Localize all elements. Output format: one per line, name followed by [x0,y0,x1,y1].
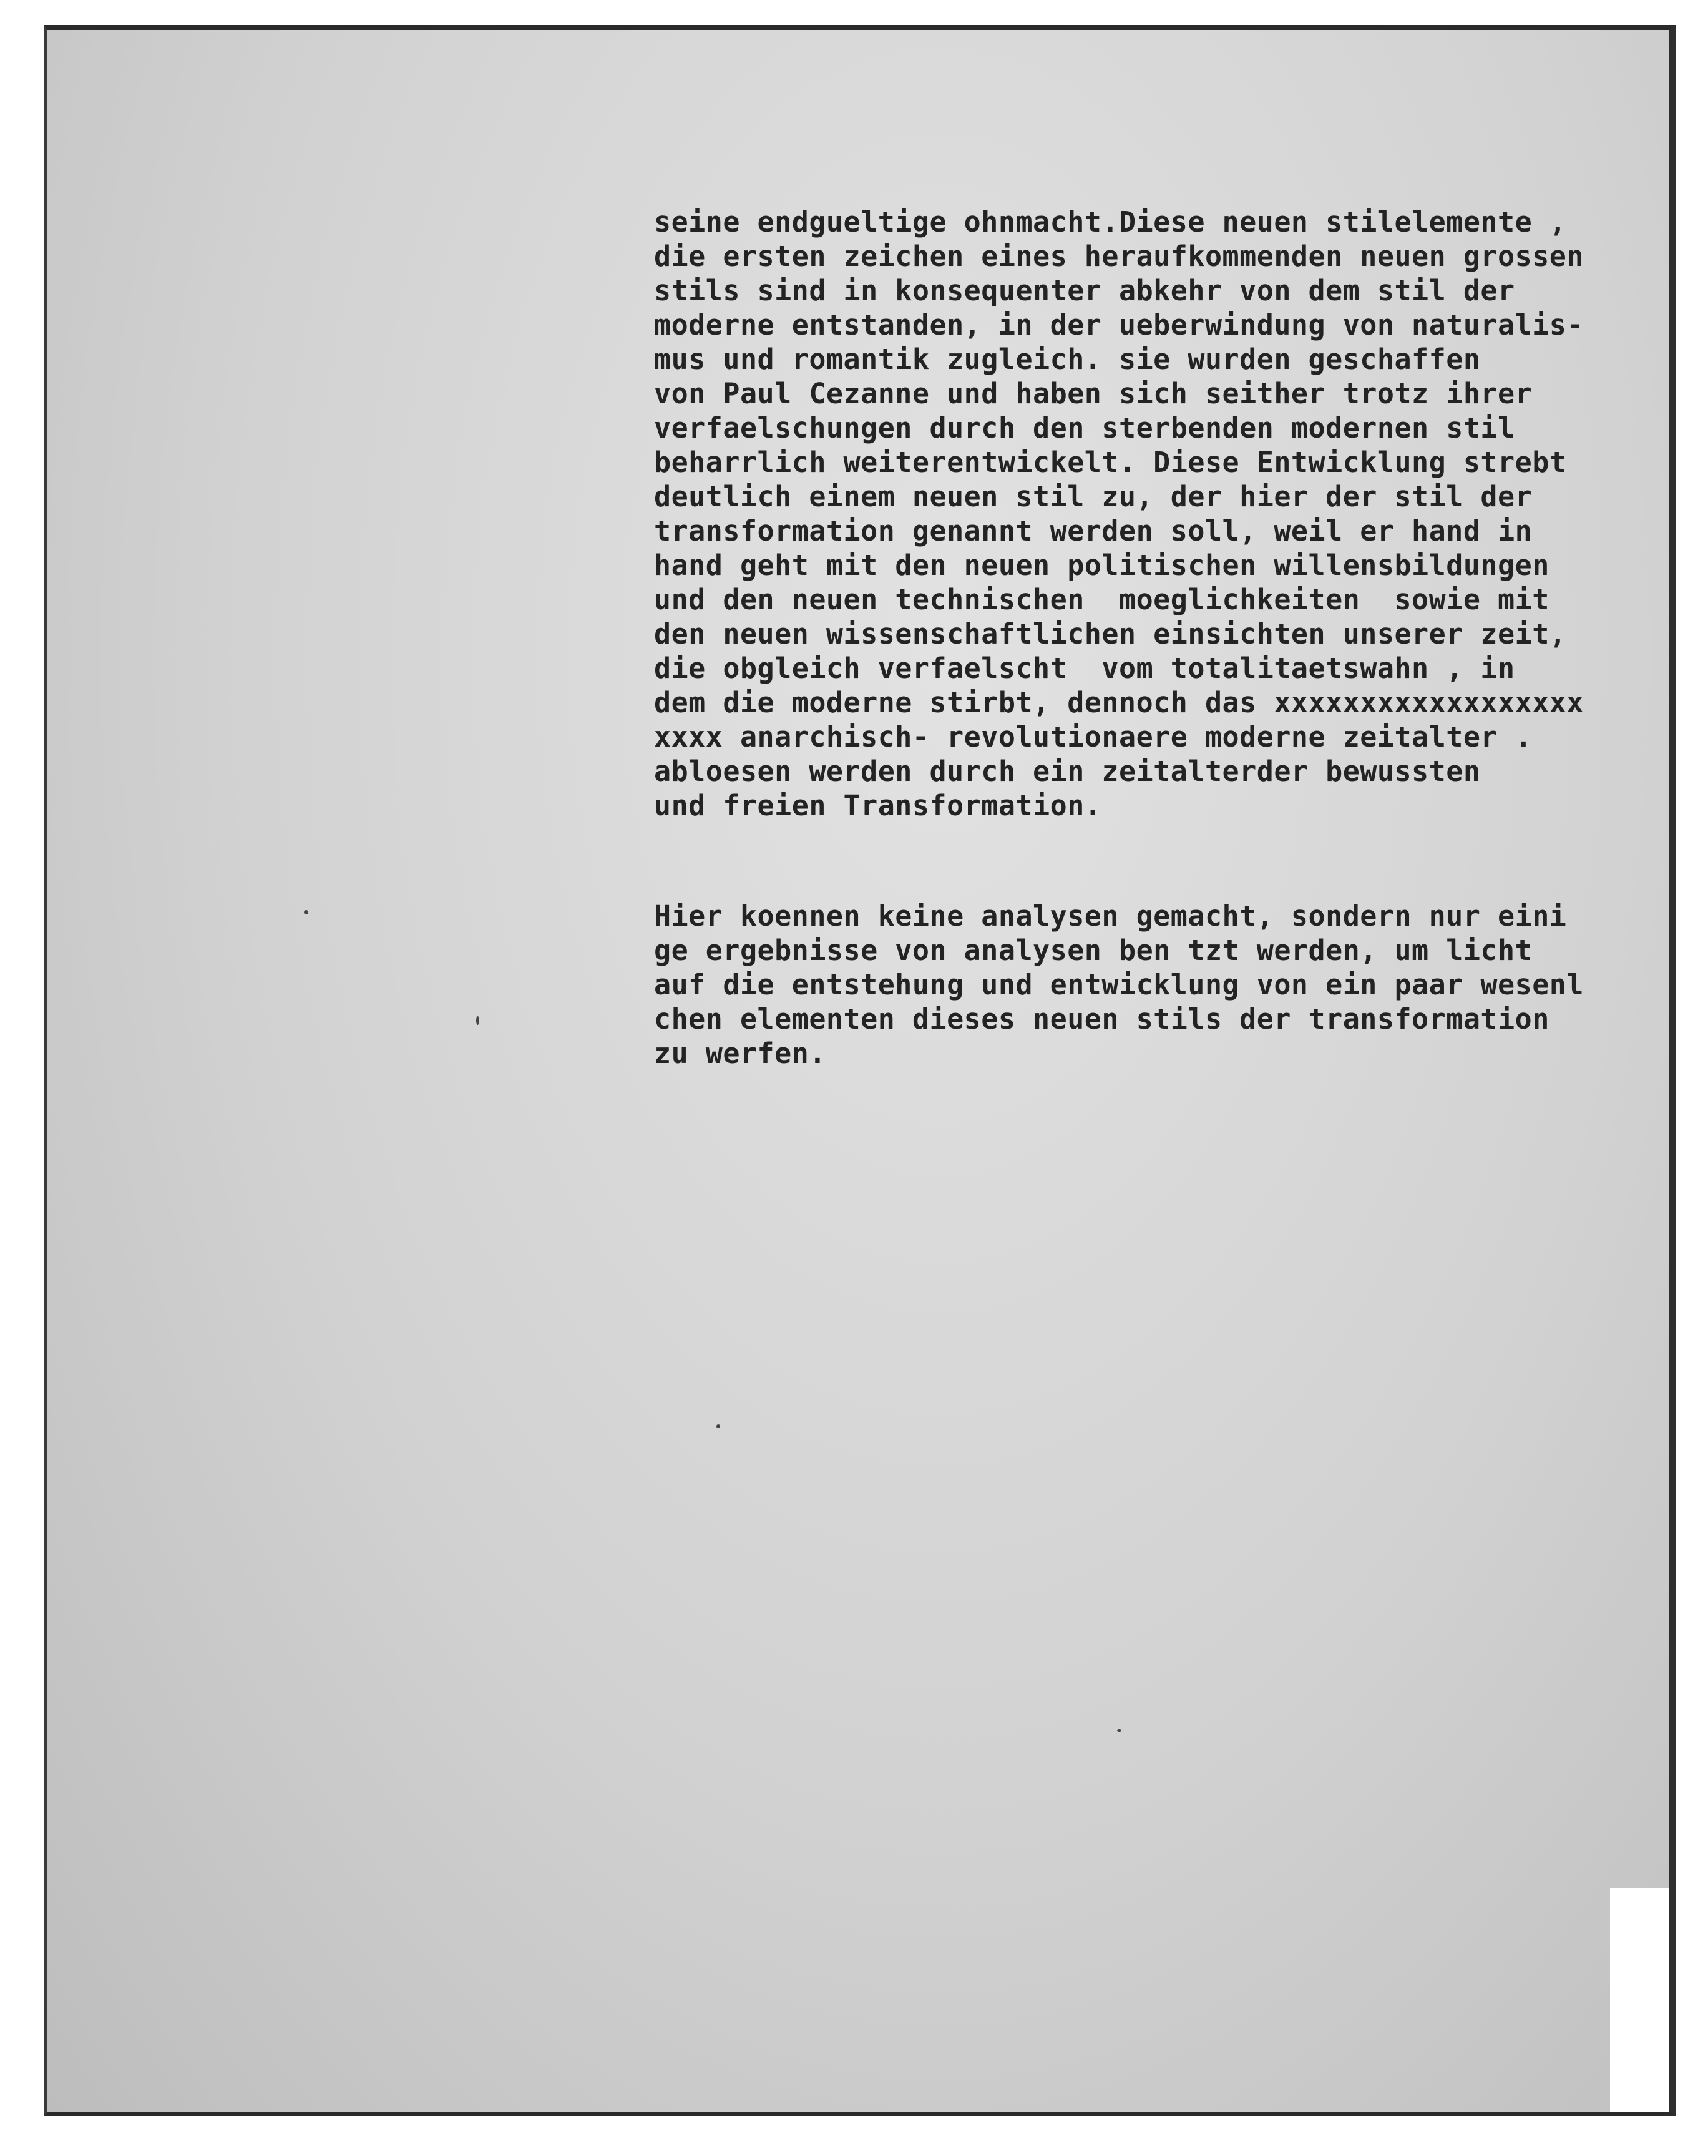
text-line: Hier koennen keine analysen gemacht, sondern nur eini [654,899,1567,933]
text-line: seine endgueltige ohnmacht.Diese neuen stilelemente , [654,205,1567,238]
text-line: xxxx anarchisch- revolutionaere moderne zeitalter . [654,720,1533,753]
text-line: von Paul Cezanne und haben sich seither trotz ihrer [654,377,1533,410]
text-line: transformation genannt werden soll, weil er hand in [654,514,1533,547]
paragraph-1 [654,205,1584,823]
text-line: chen elementen dieses neuen stils der transformation [654,1002,1549,1036]
text-line: mus und romantik zugleich. sie wurden geschaffen [654,343,1481,376]
text-line: moderne entstanden, in der ueberwindung von naturalis- [654,308,1584,341]
text-line: den neuen wissenschaftlichen einsichten unserer zeit, [654,617,1567,650]
speck [304,910,308,914]
text-line: ge ergebnisse von analysen ben tzt werden, um licht [654,934,1533,967]
text-line: verfaelschungen durch den sterbenden modernen stil [654,411,1515,444]
torn-corner [1610,1888,1669,2112]
speck [1117,1729,1121,1732]
text-line: abloesen werden durch ein zeitalterder bewussten [654,755,1481,788]
text-line: beharrlich weiterentwickelt. Diese Entwicklung strebt [654,446,1567,479]
text-line: deutlich einem neuen stil zu, der hier der stil der [654,480,1533,513]
paragraph-2 [654,899,1584,1071]
text-line: stils sind in konsequenter abkehr von dem stil der [654,274,1515,307]
text-line: zu werfen. [654,1037,826,1070]
text-line: die obgleich verfaelscht vom totalitaetswahn , in [654,652,1515,685]
text-line: und den neuen technischen moeglichkeiten sowie mit [654,583,1549,616]
text-line: dem die moderne stirbt, dennoch das xxxxxxxxxxxxxxxxxx [654,686,1584,719]
text-line: und freien Transformation. [654,789,1102,822]
text-line: hand geht mit den neuen politischen willensbildungen [654,549,1549,582]
text-line: die ersten zeichen eines heraufkommenden neuen grossen [654,240,1584,273]
text-line: auf die entstehung und entwicklung von ein paar wesenl [654,968,1584,1001]
speck [716,1424,720,1428]
speck [476,1016,479,1025]
